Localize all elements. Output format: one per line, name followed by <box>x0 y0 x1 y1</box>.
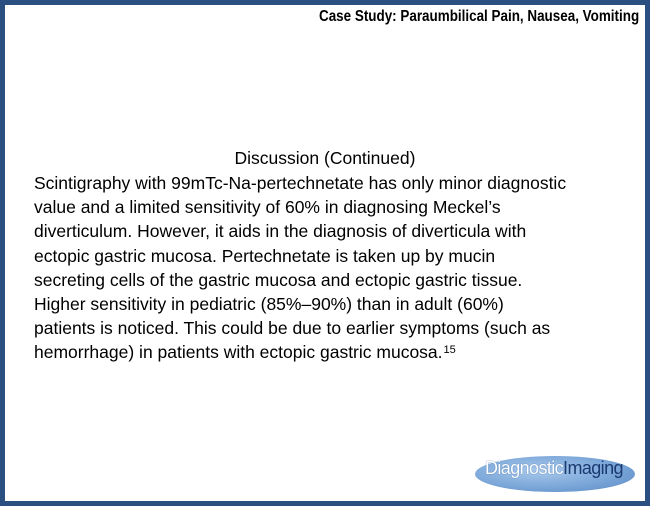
logo-text-diagnostic: Diagnostic <box>485 458 564 478</box>
diagnostic-imaging-logo <box>471 449 643 495</box>
discussion-paragraph <box>34 171 624 365</box>
paragraph-line: value and a limited sensitivity of 60% in diagnosing Meckel’s <box>34 197 501 218</box>
paragraph-line-text: hemorrhage) in patients with ectopic gastric mucosa. <box>34 342 443 363</box>
paragraph-line: Higher sensitivity in pediatric (85%–90%) than in adult (60%) <box>34 294 504 315</box>
slide <box>5 5 645 501</box>
section-heading: Discussion (Continued) <box>234 148 416 168</box>
slide-title: Case Study: Paraumbilical Pain, Nausea, Vomiting <box>318 8 639 25</box>
paragraph-line: patients is noticed. This could be due to earlier symptoms (such as <box>34 318 551 339</box>
paragraph-line: diverticulum. However, it aids in the diagnosis of diverticula with <box>34 221 527 242</box>
citation-superscript: 15 <box>443 344 456 357</box>
logo-text <box>485 458 623 479</box>
logo-text-imaging: Imaging <box>563 458 623 478</box>
paragraph-line: ectopic gastric mucosa. Pertechnetate is taken up by mucin <box>34 245 496 266</box>
paragraph-line: Scintigraphy with 99mTc-Na-pertechnetate has only minor diagnostic <box>34 173 567 193</box>
paragraph-line: secreting cells of the gastric mucosa and ectopic gastric tissue. <box>34 269 523 290</box>
paragraph-line <box>34 340 624 364</box>
